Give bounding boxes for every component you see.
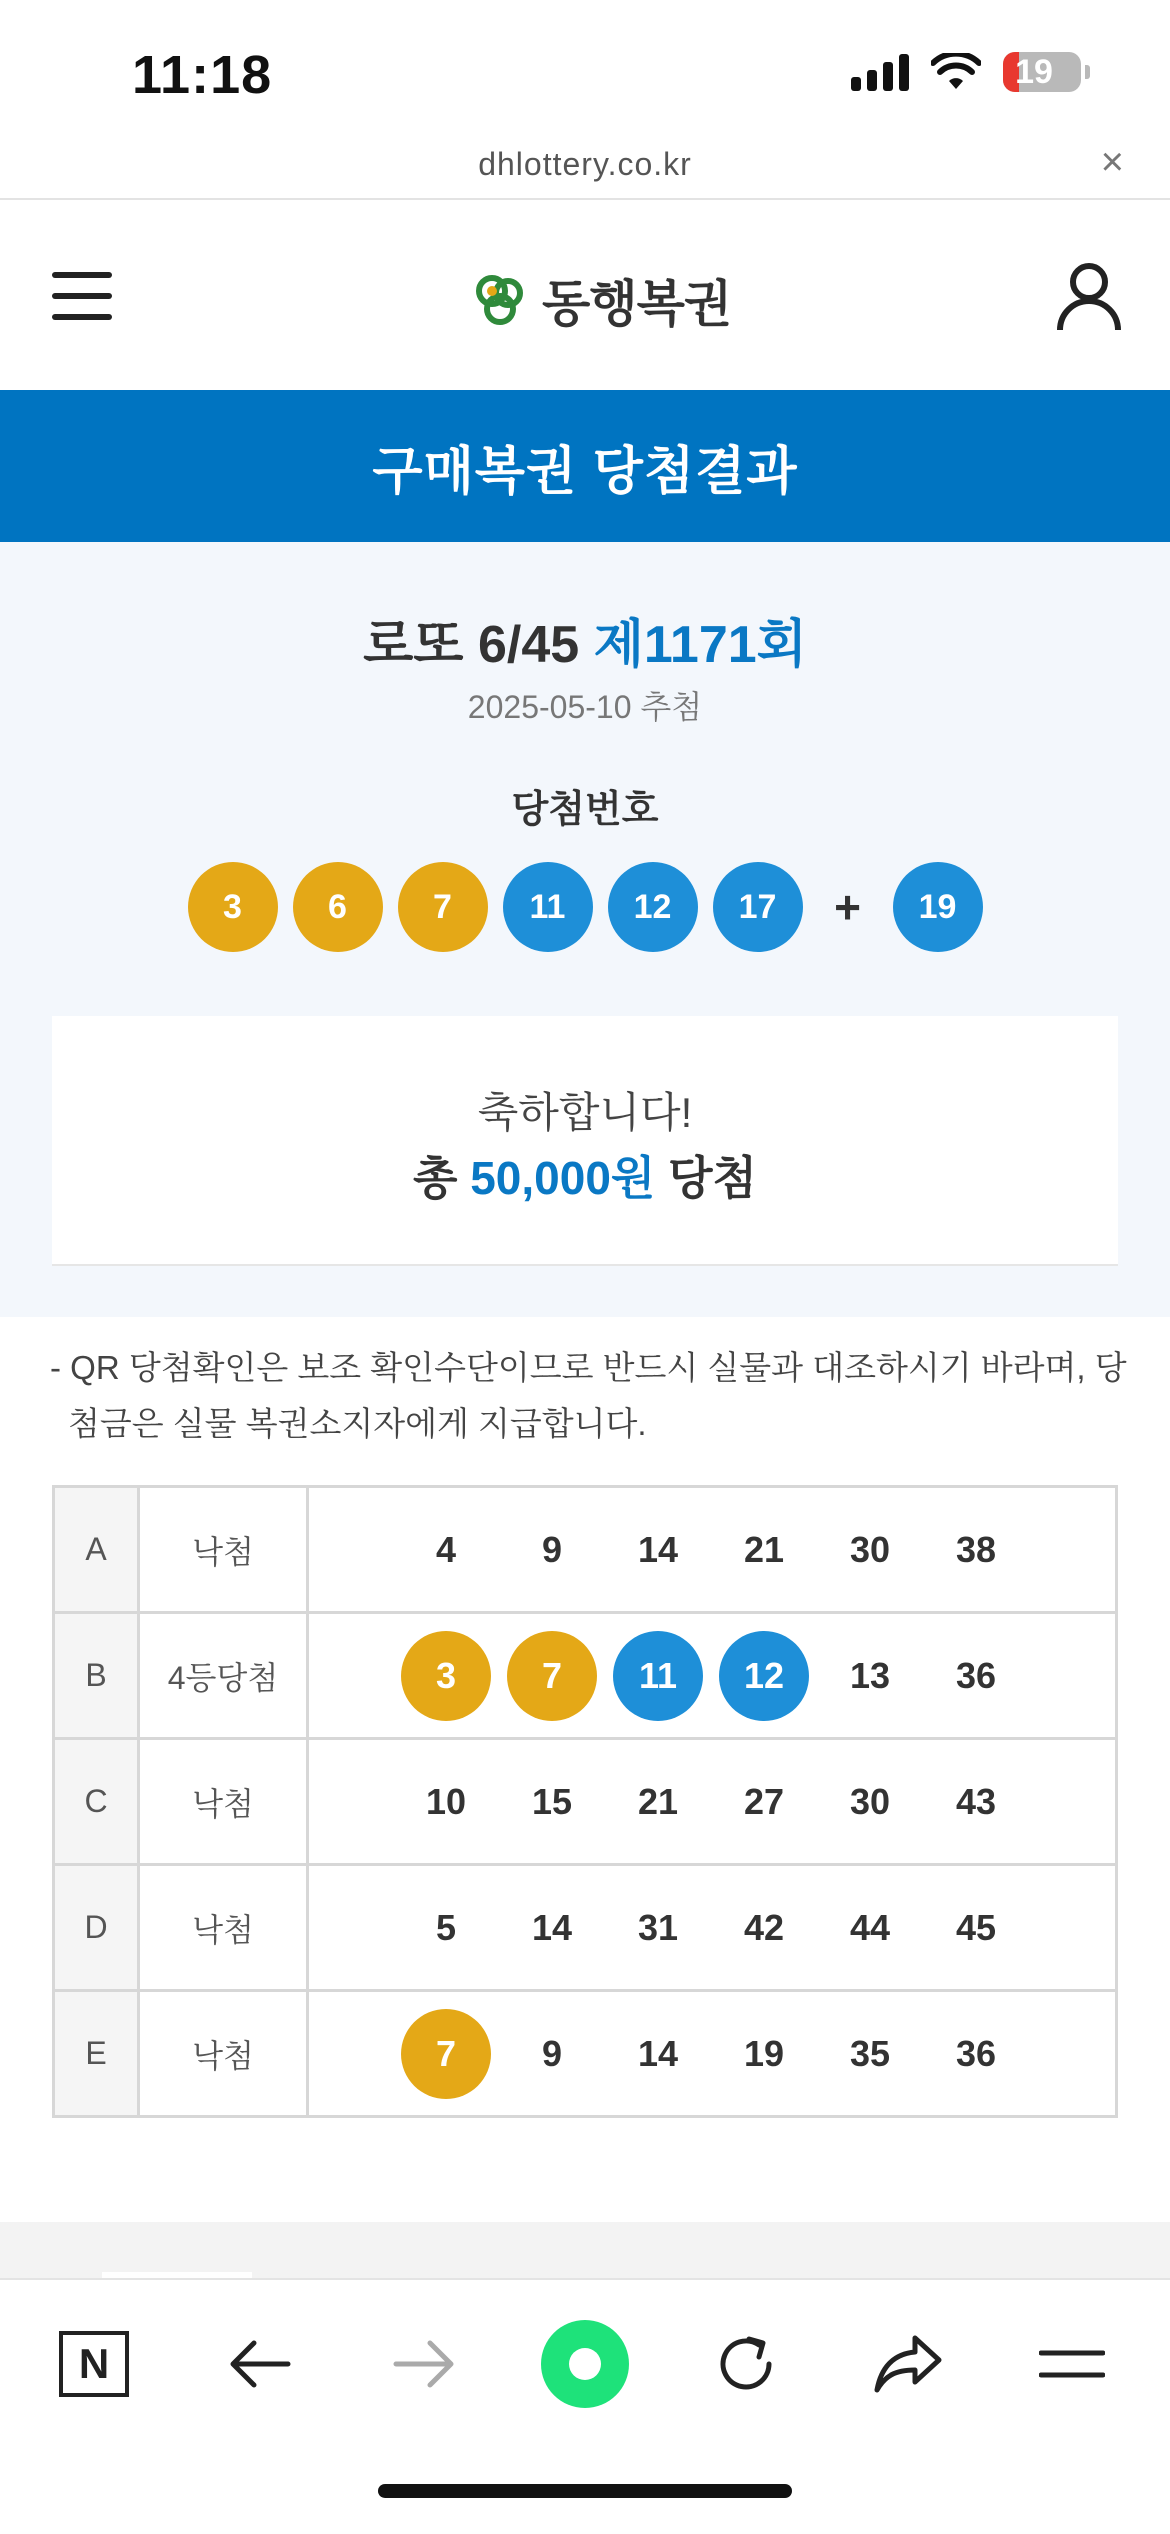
result-label: 낙첨 — [139, 1991, 308, 2117]
prize-amount: 50,000원 — [470, 1152, 656, 1204]
close-icon[interactable]: × — [1100, 140, 1124, 184]
result-label: 4등당첨 — [139, 1613, 308, 1739]
table-row — [54, 1739, 1117, 1865]
ticket-number: 15 — [531, 1780, 573, 1822]
game-label: C — [54, 1739, 139, 1865]
ticket-number: 14 — [637, 1528, 679, 1570]
ticket-number: 42 — [743, 1906, 785, 1948]
table-row — [54, 1991, 1117, 2117]
menu-icon[interactable] — [52, 272, 112, 335]
refresh-icon[interactable] — [696, 2314, 796, 2414]
ticket-number: 38 — [955, 1528, 997, 1570]
ticket-number: 9 — [541, 1528, 563, 1570]
matched-number: 7 — [401, 2009, 491, 2099]
total-prize — [52, 1142, 1118, 1208]
naver-icon[interactable] — [44, 2314, 144, 2414]
home-indicator[interactable] — [378, 2484, 792, 2498]
matched-number: 7 — [507, 1631, 597, 1721]
game-label: E — [54, 1991, 139, 2117]
result-panel — [0, 542, 1170, 1317]
ticket-number: 21 — [637, 1780, 679, 1822]
page-title: 구매복권 당첨결과 — [372, 442, 798, 501]
winning-ball: 6 — [293, 862, 383, 952]
bonus-ball: 19 — [893, 862, 983, 952]
table-row — [54, 1865, 1117, 1991]
number-cell — [308, 1865, 1117, 1991]
matched-number: 11 — [613, 1631, 703, 1721]
battery-level: 19 — [1015, 52, 1053, 91]
back-arrow-icon[interactable] — [210, 2314, 310, 2414]
game-name: 로또 6/45 — [363, 616, 580, 674]
menu-lines-icon[interactable] — [1022, 2314, 1122, 2414]
share-icon[interactable] — [858, 2314, 958, 2414]
ticket-number: 43 — [955, 1780, 997, 1822]
ticket-number: 36 — [955, 1654, 997, 1696]
number-cell — [308, 1991, 1117, 2117]
result-label: 낙첨 — [139, 1487, 308, 1613]
result-label: 낙첨 — [139, 1739, 308, 1865]
total-prefix: 총 — [412, 1152, 458, 1204]
draw-round: 제1171회 — [593, 616, 807, 674]
ticket-number: 31 — [637, 1906, 679, 1948]
ticket-number: 35 — [849, 2032, 891, 2074]
ticket-number: 27 — [743, 1780, 785, 1822]
status-bar — [0, 0, 1170, 140]
ticket-number: 13 — [849, 1654, 891, 1696]
logo[interactable] — [470, 264, 731, 336]
ticket-number: 30 — [849, 1528, 891, 1570]
ticket-number: 44 — [849, 1906, 891, 1948]
ticket-table — [52, 1485, 1118, 2118]
logo-icon — [470, 271, 528, 329]
site-header — [0, 200, 1170, 390]
draw-title — [0, 602, 1170, 677]
winning-numbers — [0, 862, 1170, 952]
congrats-text: 축하합니다! — [477, 1089, 693, 1136]
ticket-number: 10 — [425, 1780, 467, 1822]
page-banner — [0, 390, 1170, 542]
number-cell — [308, 1613, 1117, 1739]
winning-ball: 12 — [608, 862, 698, 952]
naver-label: N — [59, 2331, 129, 2397]
winning-ball: 7 — [398, 862, 488, 952]
ticket-number: 19 — [743, 2032, 785, 2074]
ticket-number: 4 — [435, 1528, 457, 1570]
ticket-number: 14 — [637, 2032, 679, 2074]
matched-number: 3 — [401, 1631, 491, 1721]
status-time: 11:18 — [132, 45, 273, 105]
user-icon[interactable] — [1054, 260, 1124, 332]
game-label: D — [54, 1865, 139, 1991]
winning-ball: 11 — [503, 862, 593, 952]
ticket-number: 30 — [849, 1780, 891, 1822]
winning-ball: 17 — [713, 862, 803, 952]
ticket-number: 14 — [531, 1906, 573, 1948]
ticket-number: 21 — [743, 1528, 785, 1570]
url-text[interactable]: dhlottery.co.kr — [478, 146, 692, 182]
table-row — [54, 1613, 1117, 1739]
number-cell — [308, 1487, 1117, 1613]
signal-icon — [851, 53, 909, 91]
matched-number: 12 — [719, 1631, 809, 1721]
result-label: 낙첨 — [139, 1865, 308, 1991]
plus-sign: + — [834, 881, 861, 933]
draw-date: 2025-05-10 추첨 — [467, 689, 703, 725]
logo-text: 동행복권 — [542, 276, 732, 332]
prize-box — [52, 1016, 1118, 1266]
game-label: A — [54, 1487, 139, 1613]
battery-icon — [1003, 52, 1081, 92]
ticket-number: 9 — [541, 2032, 563, 2074]
green-dot-icon[interactable] — [535, 2314, 635, 2414]
url-bar[interactable] — [0, 140, 1170, 200]
winning-numbers-label: 당첨번호 — [511, 789, 659, 831]
ticket-number: 5 — [435, 1906, 457, 1948]
forward-arrow-icon[interactable] — [374, 2314, 474, 2414]
total-suffix: 당첨 — [668, 1152, 757, 1204]
game-label: B — [54, 1613, 139, 1739]
wifi-icon — [931, 53, 981, 91]
ticket-number: 36 — [955, 2032, 997, 2074]
ticket-number: 45 — [955, 1906, 997, 1948]
footer-strip — [0, 2222, 1170, 2278]
notice-text: - QR 당첨확인은 보조 확인수단이므로 반드시 실물과 대조하시기 바라며, 당첨금은 실물 복권소지자에게 지급합니다. — [50, 1349, 1127, 1442]
number-cell — [308, 1739, 1117, 1865]
status-icons — [851, 52, 1090, 92]
winning-ball: 3 — [188, 862, 278, 952]
table-row — [54, 1487, 1117, 1613]
